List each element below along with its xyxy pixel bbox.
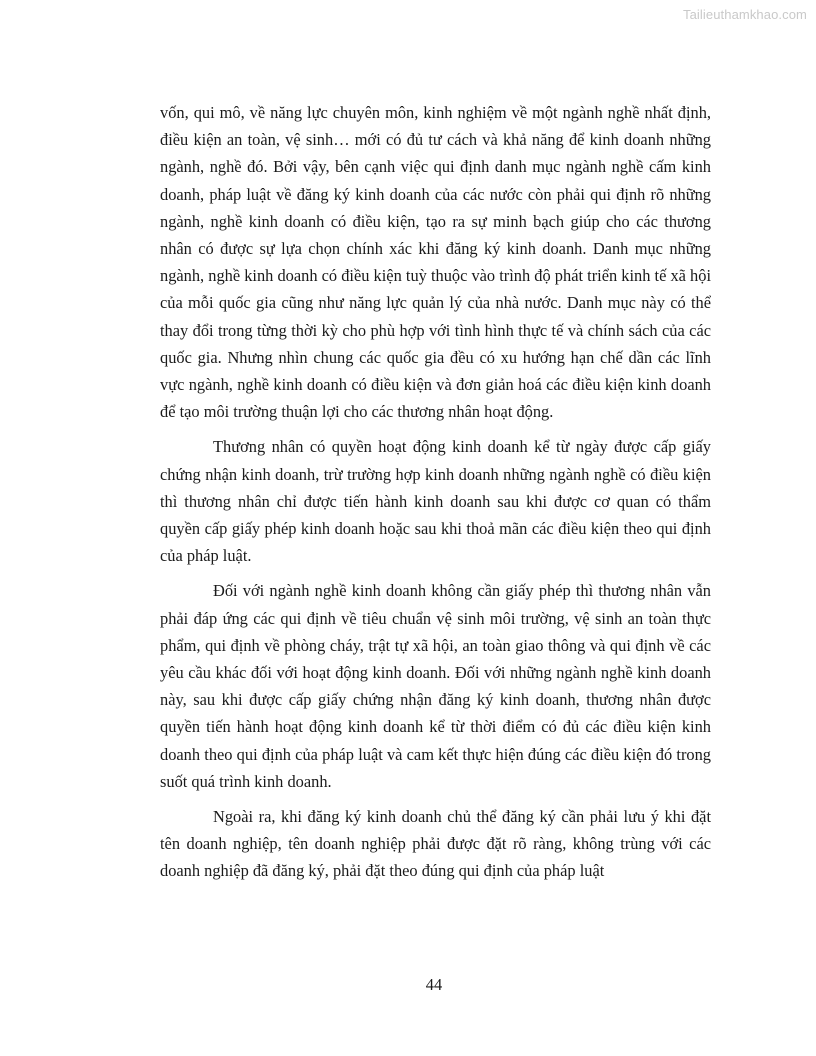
page-number: 44 xyxy=(425,975,443,994)
watermark: Tailieuthamkhao.com xyxy=(682,7,807,22)
paragraph: Đối với ngành nghề kinh doanh không cần giấy phép thì thương nhân vẫn phải đáp ứng các qui định về tiêu chuẩn vệ sinh môi trường, vệ sinh an toàn thực phẩm, qui định về phòng cháy, trật tự xã hội, an toàn giao thông và qui định về các yêu cầu khác đối với hoạt động kinh doanh. Đối với những ngành nghề kinh doanh này, sau khi được cấp giấy chứng nhận đăng ký kinh doanh, thương nhân được quyền tiến hành hoạt động kinh doanh kể từ thời điểm có đủ các điều kiện kinh doanh theo qui định của pháp luật và cam kết thực hiện đúng các điều kiện đó trong suốt quá trình kinh doanh. xyxy=(160,581,711,791)
paragraph-continuation: vốn, qui mô, về năng lực chuyên môn, kinh nghiệm về một ngành nghề nhất định, điều kiện an toàn, vệ sinh… mới có đủ tư cách và khả năng để kinh doanh những ngành, nghề đó. Bởi vậy, bên cạnh việc qui định danh mục ngành nghề cấm kinh doanh, pháp luật về đăng ký kinh doanh của các nước còn phải qui định rõ những ngành, nghề kinh doanh có điều kiện, tạo ra sự minh bạch giúp cho các thương nhân có được sự lựa chọn chính xác khi đăng ký kinh doanh. Danh mục những ngành, nghề kinh doanh có điều kiện tuỳ thuộc vào trình độ phát triển kinh tế xã hội của mỗi quốc gia cũng như năng lực quản lý của nhà nước. Danh mục này có thể thay đổi trong từng thời kỳ cho phù hợp với tình hình thực tế và chính sách của các quốc gia. Nhưng nhìn chung các quốc gia đều có xu hướng hạn chế dần các lĩnh vực ngành, nghề kinh doanh có điều kiện và đơn giản hoá các điều kiện kinh doanh để tạo môi trường thuận lợi cho các thương nhân hoạt động. xyxy=(160,103,711,422)
paragraph: Thương nhân có quyền hoạt động kinh doanh kể từ ngày được cấp giấy chứng nhận kinh doanh, trừ trường hợp kinh doanh những ngành nghề có điều kiện thì thương nhân chỉ được tiến hành kinh doanh sau khi được cơ quan có thẩm quyền cấp giấy phép kinh doanh hoặc sau khi thoả mãn các điều kiện theo qui định của pháp luật. xyxy=(160,437,711,566)
paragraph: Ngoài ra, khi đăng ký kinh doanh chủ thể đăng ký cần phải lưu ý khi đặt tên doanh nghiệp, tên doanh nghiệp phải được đặt rõ ràng, không trùng với các doanh nghiệp đã đăng ký, phải đặt theo đúng qui định của pháp luật xyxy=(160,807,711,881)
document-body xyxy=(160,99,711,893)
